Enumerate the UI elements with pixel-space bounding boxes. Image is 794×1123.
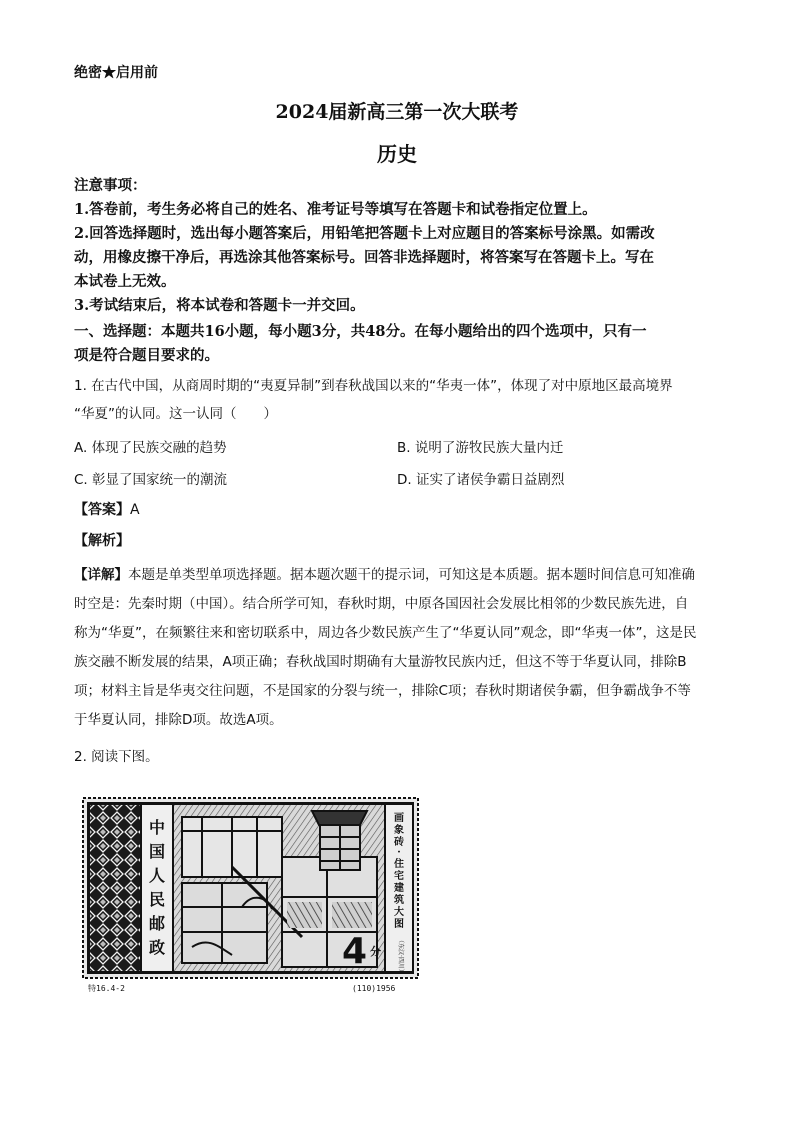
- notice-line-3: 动，用橡皮擦干净后，再选涂其他答案标号。回答非选择题时，将答案写在答题卡上。写在: [74, 249, 654, 266]
- stamp-caption-char: 图: [394, 919, 404, 930]
- notice-line-4: 本试卷上无效。: [74, 273, 176, 290]
- answer-row: [74, 499, 140, 519]
- notice-heading: 注意事项：: [74, 177, 147, 194]
- stamp-caption-char: 住: [394, 859, 404, 870]
- option-b: B. 说明了游牧民族大量内迁: [397, 440, 564, 456]
- stamp-serial-right: (110)1956: [352, 984, 396, 993]
- confidential-mark: 绝密★启用前: [74, 65, 158, 81]
- detail-line-4: 族交融不断发展的结果，A项正确；春秋战国时期确有大量游牧民族内迁，但这不等于华夏认同，排除B: [74, 654, 687, 670]
- stamp-caption-char: 建: [394, 883, 404, 894]
- notice-line-2: 2.回答选择题时，选出每小题答案后，用铅笔把答题卡上对应题目的答案标号涂黑。如需改: [74, 225, 655, 242]
- stamp-country-char: 民: [148, 890, 166, 909]
- detail-line-3: 称为“华夏”，在频繁往来和密切联系中，周边各少数民族产生了“华夏认同”观念，即“华夷一体”，这是民: [74, 625, 697, 641]
- stamp-country-char: 中: [148, 818, 166, 837]
- question-1-stem-line-2: “华夏”的认同。这一认同（ ）: [74, 406, 277, 422]
- option-c: C. 彰显了国家统一的潮流: [74, 472, 228, 488]
- stamp-caption-char: 画: [394, 813, 404, 824]
- detail-line-6: 于华夏认同，排除D项。故选A项。: [74, 712, 283, 728]
- question-2-stem: 2. 阅读下图。: [74, 749, 159, 765]
- postage-stamp-image: [82, 797, 419, 995]
- stamp-unit: 分: [370, 945, 381, 958]
- detail-line-2: 时空是：先秦时期（中国）。结合所学可知，春秋时期，中原各国因社会发展比相邻的少数民族先进，自: [74, 596, 689, 612]
- answer-label: 【答案】: [74, 502, 130, 518]
- question-1-stem-line-1: 1. 在古代中国，从商周时期的“夷夏异制”到春秋战国以来的“华夷一体”，体现了对中原地区最高境界: [74, 378, 673, 394]
- stamp-country-char: 国: [148, 842, 166, 861]
- analysis-row: [74, 530, 130, 550]
- stamp-value: 4: [342, 931, 368, 972]
- section-heading-line-1: 一、选择题：本题共16小题，每小题3分，共48分。在每小题给出的四个选项中，只有一: [74, 323, 647, 340]
- detail-line-1: [74, 563, 695, 583]
- detail-label: 【详解】: [74, 567, 128, 583]
- notice-line-5: 3.考试结束后，将本试卷和答题卡一并交回。: [74, 297, 365, 314]
- analysis-label: 【解析】: [74, 533, 130, 549]
- answer-value: A: [130, 502, 140, 518]
- subject-title: 历史: [377, 142, 417, 166]
- stamp-caption-small: （东汉·四川）: [397, 937, 404, 975]
- option-a: A. 体现了民族交融的趋势: [74, 440, 227, 456]
- stamp-country-char: 政: [148, 938, 166, 957]
- stamp-caption-char: 宅: [394, 871, 404, 882]
- stamp-country-char: 邮: [148, 914, 166, 933]
- detail-text-1: 本题是单类型单项选择题。据本题次题干的提示词，可知这是本质题。据本题时间信息可知准确: [128, 567, 695, 583]
- stamp-caption-char: 砖: [394, 837, 404, 848]
- stamp-caption-char: 筑: [394, 895, 404, 906]
- stamp-serial-left: 特16.4-2: [88, 984, 125, 993]
- stamp-caption-char: 象: [394, 825, 404, 836]
- notice-line-1: 1.答卷前，考生务必将自己的姓名、准考证号等填写在答题卡和试卷指定位置上。: [74, 201, 597, 218]
- stamp-caption-char: ·: [397, 847, 401, 858]
- stamp-caption-char: 大: [394, 907, 404, 918]
- section-heading-line-2: 项是符合题目要求的。: [74, 347, 219, 364]
- option-d: D. 证实了诸侯争霸日益剧烈: [397, 472, 565, 488]
- stamp-country-char: 人: [148, 866, 166, 885]
- detail-line-5: 项；材料主旨是华夷交往问题，不是国家的分裂与统一，排除C项；春秋时期诸侯争霸，但争霸战争不等: [74, 683, 691, 699]
- exam-title: 2024届新高三第一次大联考: [275, 101, 519, 123]
